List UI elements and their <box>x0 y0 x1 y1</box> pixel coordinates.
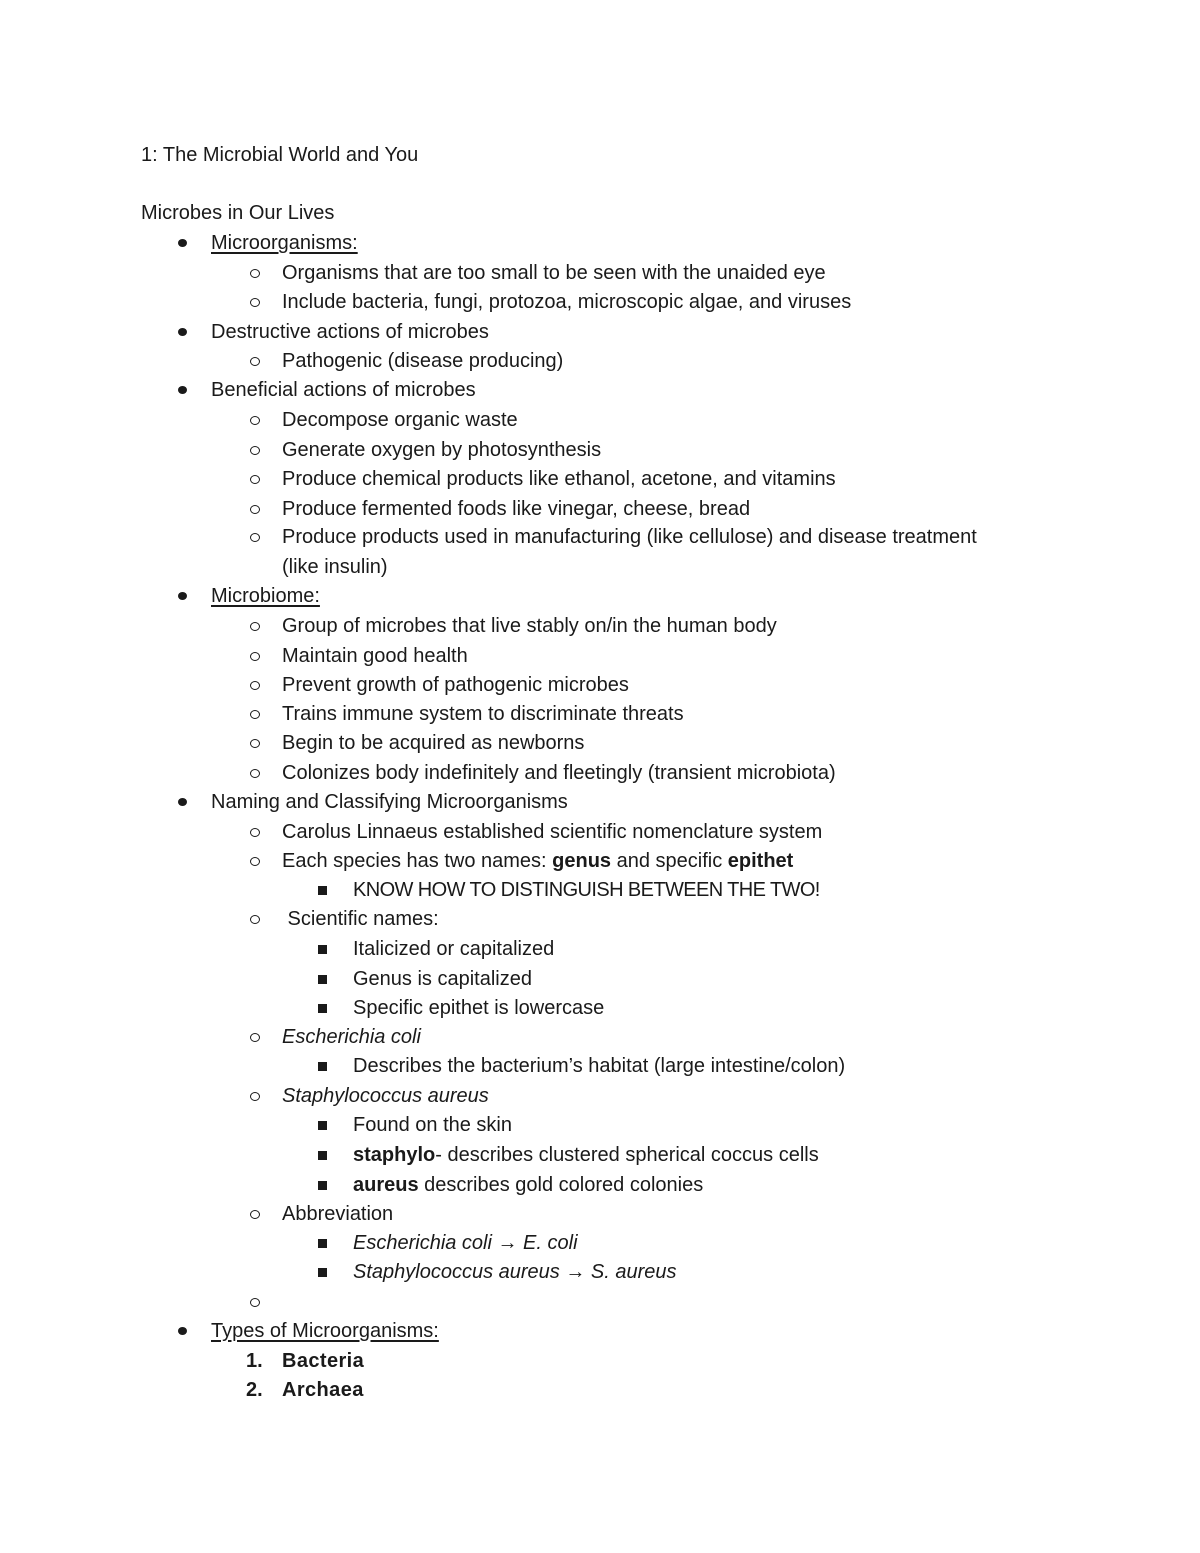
square-bullet-icon <box>318 1004 327 1013</box>
document-title: 1: The Microbial World and You <box>141 144 419 166</box>
list-item-text: Maintain good health <box>282 645 468 667</box>
circle-bullet-icon <box>250 915 260 924</box>
term-bold: staphylo <box>353 1144 436 1166</box>
list-item-text: Decompose organic waste <box>282 409 518 431</box>
bullet-icon <box>178 592 187 600</box>
list-item-text: Scientific names: <box>282 908 439 930</box>
list-item-text: Naming and Classifying Microorganisms <box>211 791 568 813</box>
circle-bullet-icon <box>250 505 260 514</box>
list-item-text: Colonizes body indefinitely and fleetingly (transient microbiota) <box>282 762 836 784</box>
list-item-text: Types of Microorganisms: <box>211 1320 439 1342</box>
list-item-text: Italicized or capitalized <box>353 938 555 960</box>
list-item-text: Organisms that are too small to be seen with the unaided eye <box>282 262 826 284</box>
circle-bullet-icon <box>250 298 260 307</box>
item-number: 2. <box>246 1379 263 1401</box>
square-bullet-icon <box>318 1239 327 1248</box>
square-bullet-icon <box>318 1181 327 1190</box>
square-bullet-icon <box>318 975 327 984</box>
list-item-text: Staphylococcus aureus → S. aureus <box>353 1261 677 1283</box>
list-item-text: Produce chemical products like ethanol, acetone, and vitamins <box>282 468 836 490</box>
circle-bullet-icon <box>250 269 260 278</box>
square-bullet-icon <box>318 1062 327 1071</box>
circle-bullet-icon <box>250 828 260 837</box>
list-item-text: Specific epithet is lowercase <box>353 997 605 1019</box>
list-item-text: Carolus Linnaeus established scientific nomenclature system <box>282 821 823 843</box>
section-heading: Microbes in Our Lives <box>141 202 335 224</box>
list-item-text: Escherichia coli → E. coli <box>353 1232 578 1254</box>
circle-bullet-icon <box>250 533 260 542</box>
list-item-text: Escherichia coli <box>282 1026 421 1048</box>
circle-bullet-icon <box>250 769 260 778</box>
bullet-icon <box>178 798 187 806</box>
genus-term: genus <box>552 850 612 872</box>
list-item-text: Group of microbes that live stably on/in the human body <box>282 615 777 637</box>
square-bullet-icon <box>318 945 327 954</box>
square-bullet-icon <box>318 1121 327 1130</box>
circle-bullet-icon <box>250 416 260 425</box>
circle-bullet-icon <box>250 1298 260 1307</box>
list-item-text: Generate oxygen by photosynthesis <box>282 439 602 461</box>
circle-bullet-icon <box>250 857 260 866</box>
circle-bullet-icon <box>250 652 260 661</box>
list-item-text: Begin to be acquired as newborns <box>282 732 585 754</box>
bullet-icon <box>178 328 187 336</box>
list-item-text: Destructive actions of microbes <box>211 321 489 343</box>
list-item-text: KNOW HOW TO DISTINGUISH BETWEEN THE TWO! <box>353 879 820 901</box>
text-segment: and specific <box>611 850 728 872</box>
circle-bullet-icon <box>250 1210 260 1219</box>
list-item-text: Include bacteria, fungi, protozoa, microscopic algae, and viruses <box>282 291 852 313</box>
square-bullet-icon <box>318 1151 327 1160</box>
item-number: 1. <box>246 1350 263 1372</box>
circle-bullet-icon <box>250 357 260 366</box>
text-segment: describes gold colored colonies <box>418 1174 704 1196</box>
list-item-text: Produce fermented foods like vinegar, cheese, bread <box>282 498 751 520</box>
list-item-text: (like insulin) <box>282 556 388 578</box>
circle-bullet-icon <box>250 1092 260 1101</box>
list-item-text: Trains immune system to discriminate threats <box>282 703 684 725</box>
list-item-text: Pathogenic (disease producing) <box>282 350 564 372</box>
list-item-text <box>353 1140 819 1170</box>
list-item-text: Found on the skin <box>353 1114 512 1136</box>
list-item-text: Describes the bacterium’s habitat (large intestine/colon) <box>353 1055 846 1077</box>
circle-bullet-icon <box>250 681 260 690</box>
circle-bullet-icon <box>250 739 260 748</box>
square-bullet-icon <box>318 1268 327 1277</box>
epithet-term: epithet <box>727 850 794 872</box>
list-item-text: Produce products used in manufacturing (like cellulose) and disease treatment <box>282 526 977 548</box>
list-item-text: Bacteria <box>282 1350 365 1372</box>
circle-bullet-icon <box>250 622 260 631</box>
list-item-text: Archaea <box>282 1379 364 1401</box>
circle-bullet-icon <box>250 475 260 484</box>
list-item-text: Abbreviation <box>282 1203 394 1225</box>
circle-bullet-icon <box>250 446 260 455</box>
circle-bullet-icon <box>250 1033 260 1042</box>
list-item-text: Microbiome: <box>211 585 320 607</box>
text-segment: - describes clustered spherical coccus cells <box>435 1144 819 1166</box>
bullet-icon <box>178 386 187 394</box>
bullet-icon <box>178 239 187 247</box>
list-item-text: Microorganisms: <box>211 232 358 254</box>
list-item-text <box>282 846 793 876</box>
list-item-text: Staphylococcus aureus <box>282 1085 489 1107</box>
list-item-text: Genus is capitalized <box>353 968 532 990</box>
text-segment: Each species has two names: <box>282 850 553 872</box>
list-item-text: Prevent growth of pathogenic microbes <box>282 674 629 696</box>
circle-bullet-icon <box>250 710 260 719</box>
list-item-text <box>353 1170 703 1200</box>
term-bold: aureus <box>353 1174 419 1196</box>
list-item-text: Beneficial actions of microbes <box>211 379 476 401</box>
square-bullet-icon <box>318 886 327 895</box>
bullet-icon <box>178 1327 187 1335</box>
